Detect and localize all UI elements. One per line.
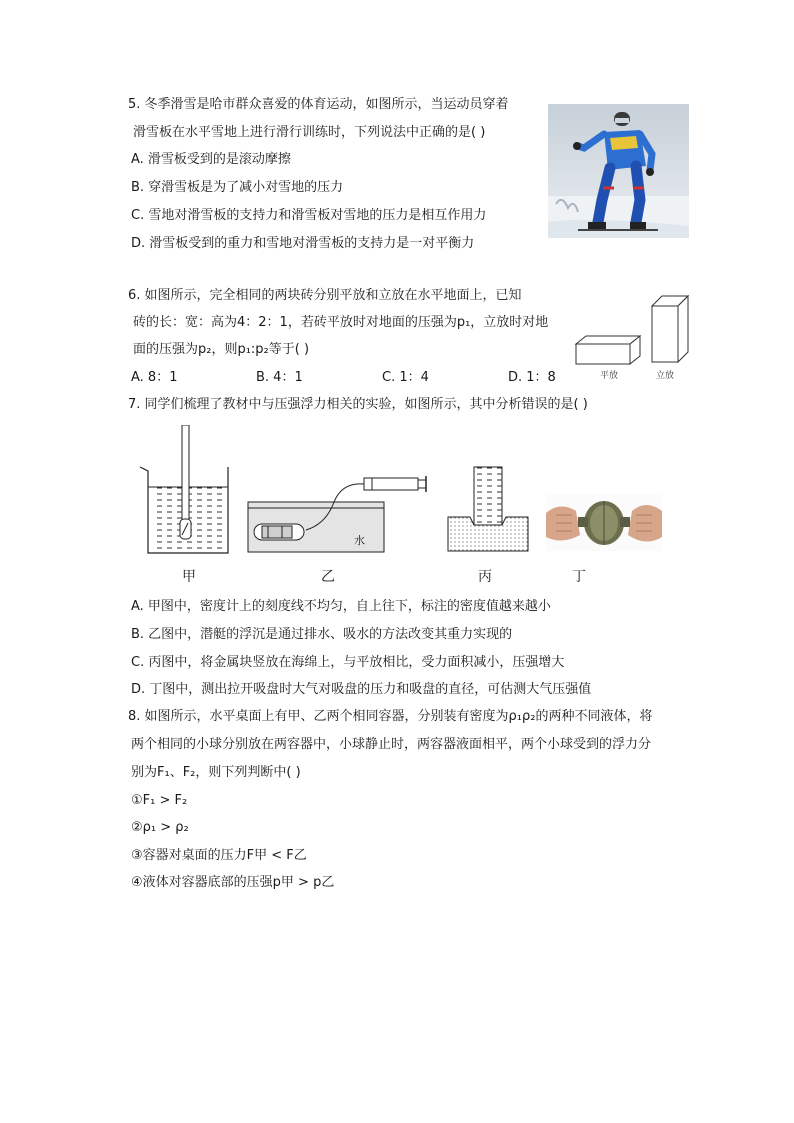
q5-option-c: C. 雪地对滑雪板的支持力和滑雪板对雪地的压力是相互作用力 [131, 208, 487, 223]
skier-photo [548, 104, 689, 238]
caption-jia: 甲 [182, 569, 196, 585]
q7-option-d: D. 丁图中，测出拉开吸盘时大气对吸盘的压力和吸盘的直径，可估测大气压强值 [131, 682, 592, 697]
q5-option-a: A. 滑雪板受到的是滚动摩擦 [131, 152, 291, 167]
fig-bing-block-on-sponge [446, 465, 530, 553]
q6-option-a: A. 8：1 [131, 370, 178, 385]
q8-stem-line2: 两个相同的小球分别放在两容器中，小球静止时，两容器液面相平，两个小球受到的浮力分 [131, 737, 652, 752]
q8-statement-1: ①F₁ > F₂ [131, 793, 188, 808]
q5-option-d: D. 滑雪板受到的重力和雪地对滑雪板的支持力是一对平衡力 [131, 236, 475, 251]
flat-label: 平放 [600, 371, 619, 381]
q5-option-b: B. 穿滑雪板是为了减小对雪地的压力 [131, 180, 344, 195]
q7-stem-line1: 7. 同学们梳理了教材中与压强浮力相关的实验，如图所示，其中分析错误的是( ) [128, 397, 588, 412]
q8-statement-3: ③容器对桌面的压力F甲 < F乙 [131, 848, 307, 863]
q8-statement-4: ④液体对容器底部的压强p甲 > p乙 [131, 875, 335, 890]
water-label: 水 [354, 534, 365, 547]
fig-ding-suction-cups [546, 493, 662, 551]
caption-bing: 丙 [478, 569, 492, 585]
q5-stem-line2: 滑雪板在水平雪地上进行滑行训练时，下列说法中正确的是( ) [133, 125, 486, 140]
q5-stem-line1: 5. 冬季滑雪是哈市群众喜爱的体育运动，如图所示，当运动员穿着 [128, 97, 509, 112]
q6-stem-line2: 砖的长：宽：高为4：2：1，若砖平放时对地面的压强为p₁，立放时对地 [133, 315, 549, 330]
q6-stem-line3: 面的压强为p₂，则p₁:p₂等于( ) [133, 342, 310, 357]
q7-option-c: C. 丙图中，将金属块竖放在海绵上，与平放相比，受力面积减小，压强增大 [131, 655, 565, 670]
caption-yi: 乙 [321, 569, 335, 585]
q6-option-b: B. 4：1 [256, 370, 303, 385]
q8-stem-line1: 8. 如图所示，水平桌面上有甲、乙两个相同容器，分别装有密度为ρ₁ρ₂的两种不同液体，将 [128, 709, 653, 724]
bricks-figure [574, 292, 694, 384]
q7-option-b: B. 乙图中，潜艇的浮沉是通过排水、吸水的方法改变其重力实现的 [131, 627, 513, 642]
fig-jia-beaker-densimeter [136, 425, 232, 557]
q8-statement-2: ②ρ₁ > ρ₂ [131, 820, 189, 835]
upright-label: 立放 [656, 371, 675, 381]
q6-option-d: D. 1：8 [508, 370, 556, 385]
q6-option-c: C. 1：4 [382, 370, 429, 385]
q8-stem-line3: 别为F₁、F₂，则下列判断中( ) [131, 765, 301, 780]
q6-stem-line1: 6. 如图所示，完全相同的两块砖分别平放和立放在水平地面上，已知 [128, 288, 522, 303]
caption-ding: 丁 [572, 569, 586, 585]
q7-option-a: A. 甲图中，密度计上的刻度线不均匀，自上往下，标注的密度值越来越小 [131, 599, 551, 614]
fig-yi-submarine-syringe [246, 472, 436, 554]
